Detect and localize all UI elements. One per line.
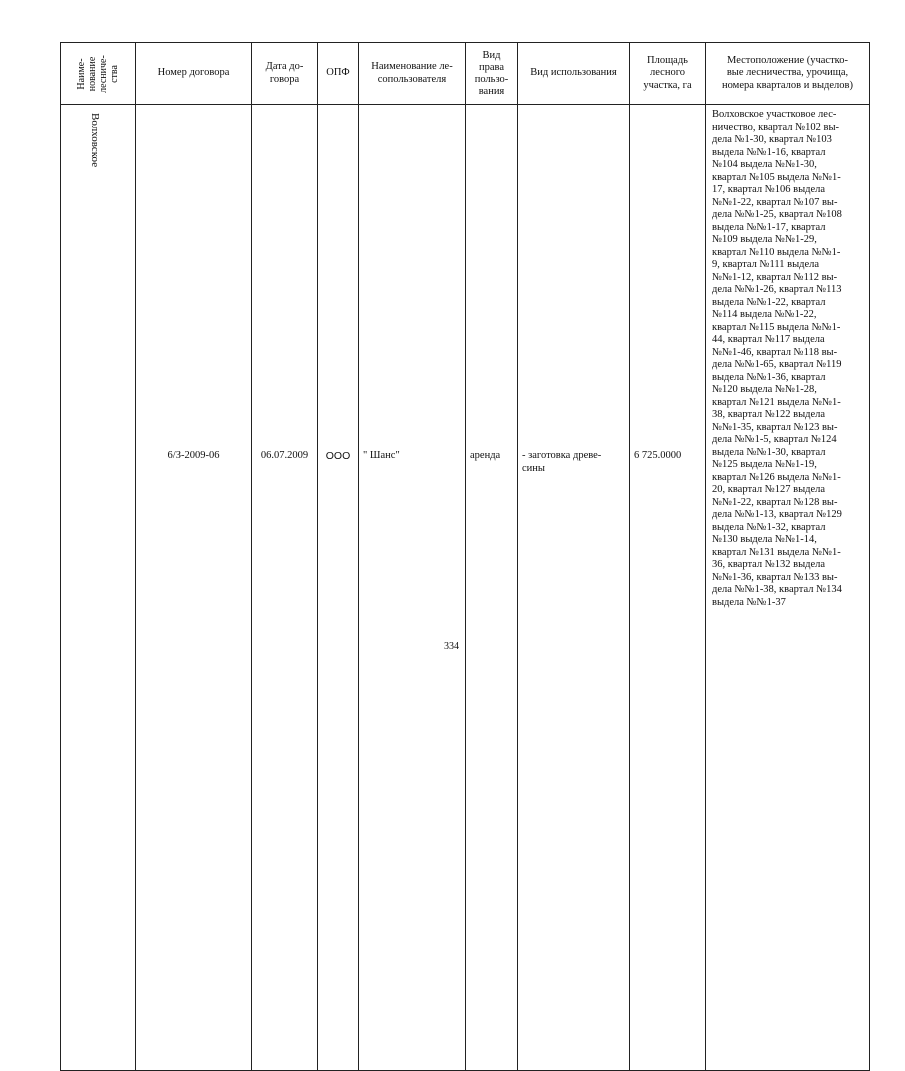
table-row [61, 105, 870, 1071]
cell-contract-no: 6/З-2009-06 [136, 105, 252, 1071]
page-number: 334 [444, 641, 459, 652]
table-header-row [61, 43, 870, 105]
cell-right-type: аренда [466, 105, 518, 1071]
cell-region [61, 105, 136, 1071]
header-user-name: Наименование ле- сопользователя [359, 43, 466, 105]
header-area: Площадь лесного участка, га [630, 43, 706, 105]
cell-opf: ООО [318, 105, 359, 1071]
cell-user-name [359, 105, 466, 1071]
header-region [61, 43, 136, 105]
header-opf: ОПФ [318, 43, 359, 105]
header-right-type: Вид права пользо- вания [466, 43, 518, 105]
cell-user-name-text: " Шанс" [363, 450, 400, 461]
header-region-label: Наиме- нование лесниче- ства [76, 54, 120, 93]
header-use-type: Вид использования [518, 43, 630, 105]
header-contract-no: Номер договора [136, 43, 252, 105]
lease-registry-table [60, 42, 870, 1071]
header-location: Местоположение (участко- вые лесничества, урочища, номера кварталов и выделов) [706, 43, 870, 105]
cell-area: 6 725.0000 [630, 105, 706, 1071]
header-contract-date: Дата до- говора [252, 43, 318, 105]
cell-contract-date: 06.07.2009 [252, 105, 318, 1071]
cell-location: Волховское участковое лес- ничество, квартал №102 вы- дела №1-30, квартал №103 выдела №№1-16, квартал №104 выдела №№1-30, квартал №105 выдела №№1- 17, квартал №106 выдела №№1-22, квартал №107 вы- дела №№1-25, квартал №108 выдела №№1-17, квартал №109 выдела №№1-29, квартал №110 выдела №№1- 9, квартал №111 выдела №№1-12, квартал №112 вы- дела №№1-26, квартал №113 выдела №№1-22, квартал №114 выдела №№1-22, квартал №115 выдела №№1- 44, квартал №117 выдела №№1-46, квартал №118 вы- дела №№1-65, квартал №119 выдела №№1-36, квартал №120 выдела №№1-28, квартал №121 выдела №№1- 38, квартал №122 выдела №№1-35, квартал №123 вы- дела №№1-5, квартал №124 выдела №№1-30, квартал №125 выдела №№1-19, квартал №126 выдела №№1- 20, квартал №127 выдела №№1-22, квартал №128 вы- дела №№1-13, квартал №129 выдела №№1-32, квартал №130 выдела №№1-14, квартал №131 выдела №№1- 36, квартал №132 выдела №№1-36, квартал №133 вы- дела №№1-38, квартал №134 выдела №№1-37 [706, 105, 870, 1071]
cell-use-type: - заготовка древе- сины [518, 105, 630, 1071]
cell-region-text: Волховское [89, 113, 101, 168]
